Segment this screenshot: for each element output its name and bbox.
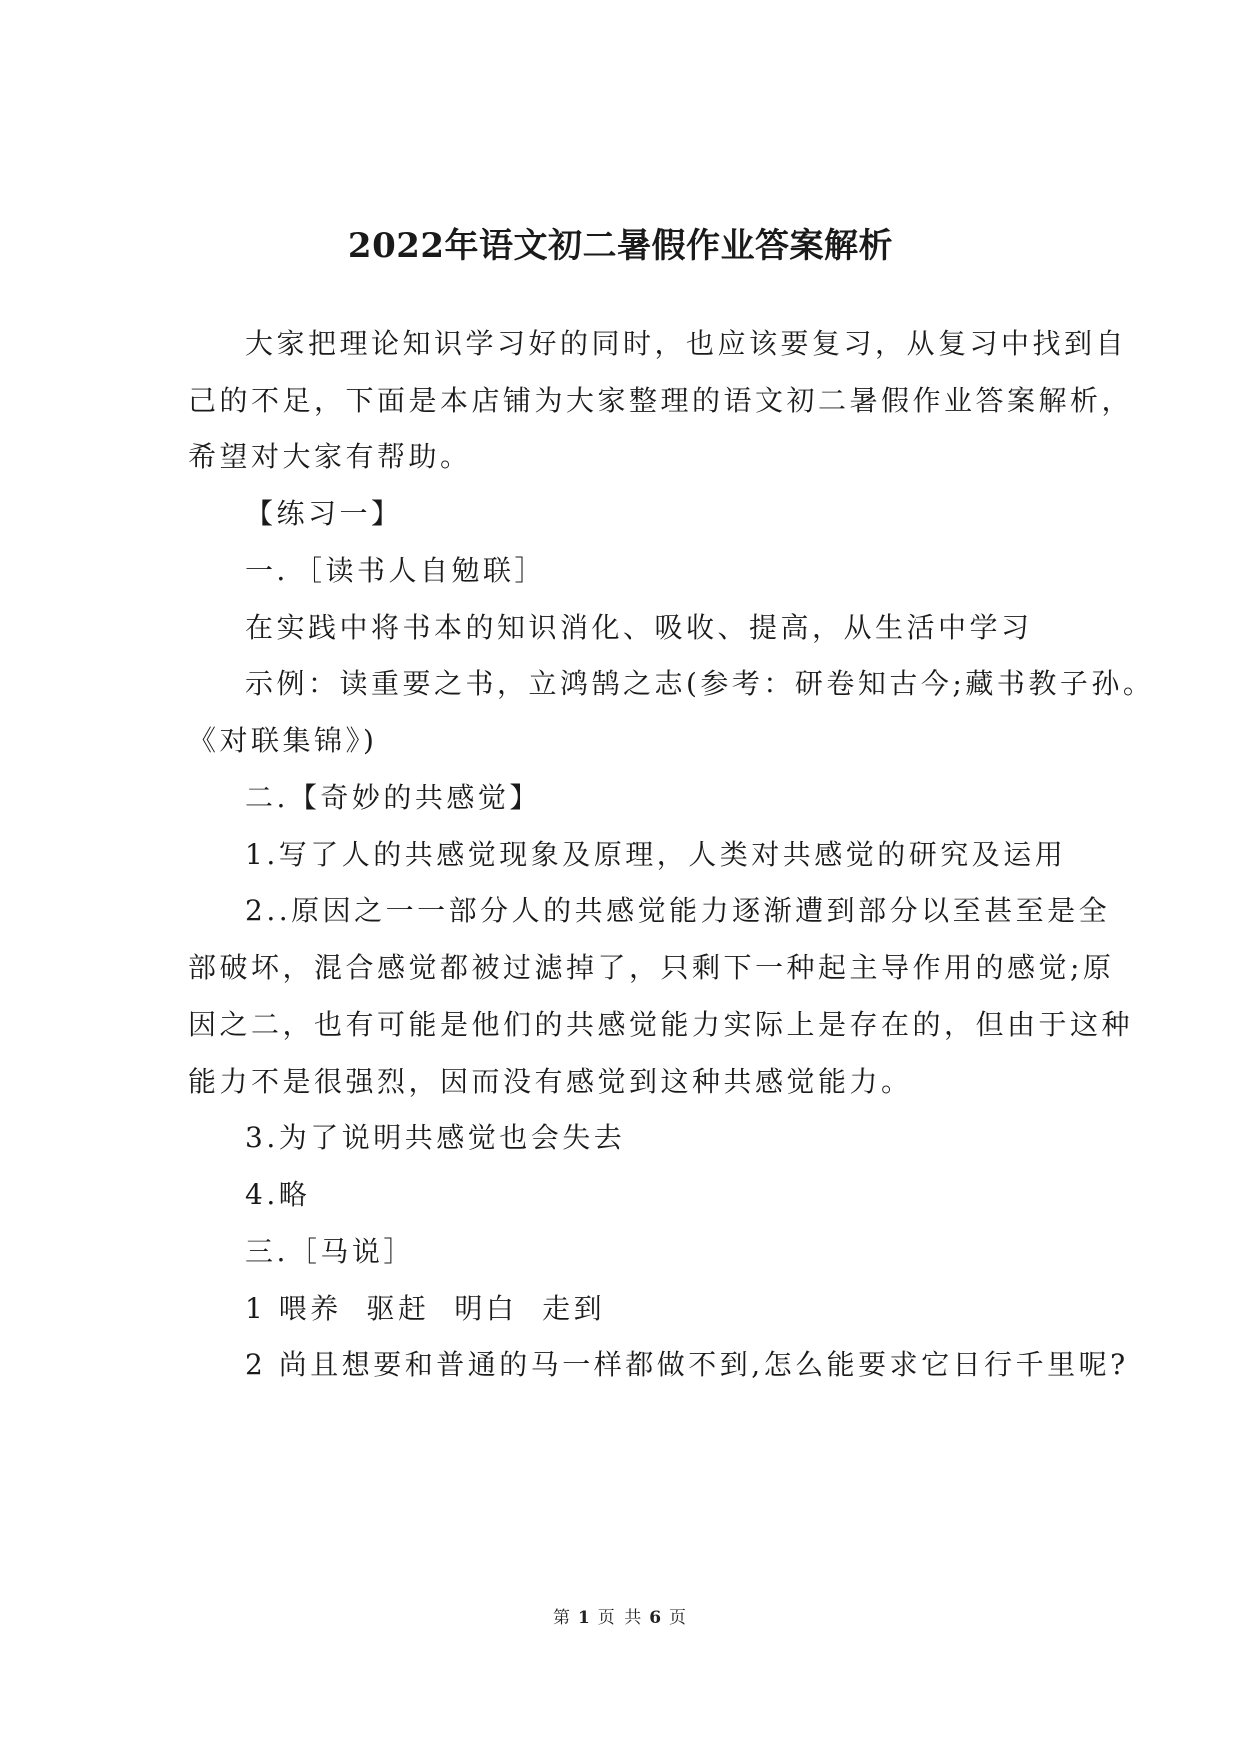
section-heading: 【练习一】	[245, 497, 403, 530]
total-pages-number: 6	[649, 1608, 664, 1628]
footer-prefix: 第	[552, 1608, 572, 1628]
footer-mid: 页 共	[597, 1608, 644, 1628]
current-page-number: 1	[577, 1608, 592, 1628]
subsection-heading: 二.【奇妙的共感觉】	[245, 781, 541, 814]
subsection-heading: 三.［马说］	[245, 1235, 415, 1268]
answer-line: 示例：读重要之书，立鸿鹄之志(参考：研卷知古今;藏书教子孙。	[245, 667, 1155, 700]
page-footer	[0, 1606, 1241, 1630]
answer-line: 《对联集锦》)	[188, 724, 378, 757]
footer-suffix: 页	[669, 1608, 689, 1628]
paragraph-line: 大家把理论知识学习好的同时，也应该要复习，从复习中找到自	[245, 327, 1128, 360]
answer-line: 3.为了说明共感觉也会失去	[245, 1121, 626, 1154]
answer-line: 在实践中将书本的知识消化、吸收、提高，从生活中学习	[245, 611, 1033, 644]
answer-line: 2..原因之一一部分人的共感觉能力逐渐遭到部分以至甚至是全	[245, 894, 1111, 927]
answer-line: 因之二，也有可能是他们的共感觉能力实际上是存在的，但由于这种	[188, 1008, 1134, 1041]
answer-line: 4.略	[245, 1178, 311, 1211]
answer-line: 1.写了人的共感觉现象及原理，人类对共感觉的研究及运用	[245, 838, 1067, 871]
paragraph-line: 希望对大家有帮助。	[188, 440, 472, 473]
answer-line: 1 喂养 驱赶 明白 走到	[245, 1292, 606, 1325]
answer-line: 2 尚且想要和普通的马一样都做不到,怎么能要求它日行千里呢?	[245, 1348, 1129, 1381]
answer-line: 能力不是很强烈，因而没有感觉到这种共感觉能力。	[188, 1065, 913, 1098]
document-title: 2022年语文初二暑假作业答案解析	[347, 226, 894, 266]
answer-line: 部破坏，混合感觉都被过滤掉了，只剩下一种起主导作用的感觉;原	[188, 951, 1115, 984]
paragraph-line: 己的不足，下面是本店铺为大家整理的语文初二暑假作业答案解析，	[188, 384, 1134, 417]
subsection-heading: 一．［读书人自勉联］	[245, 554, 547, 587]
